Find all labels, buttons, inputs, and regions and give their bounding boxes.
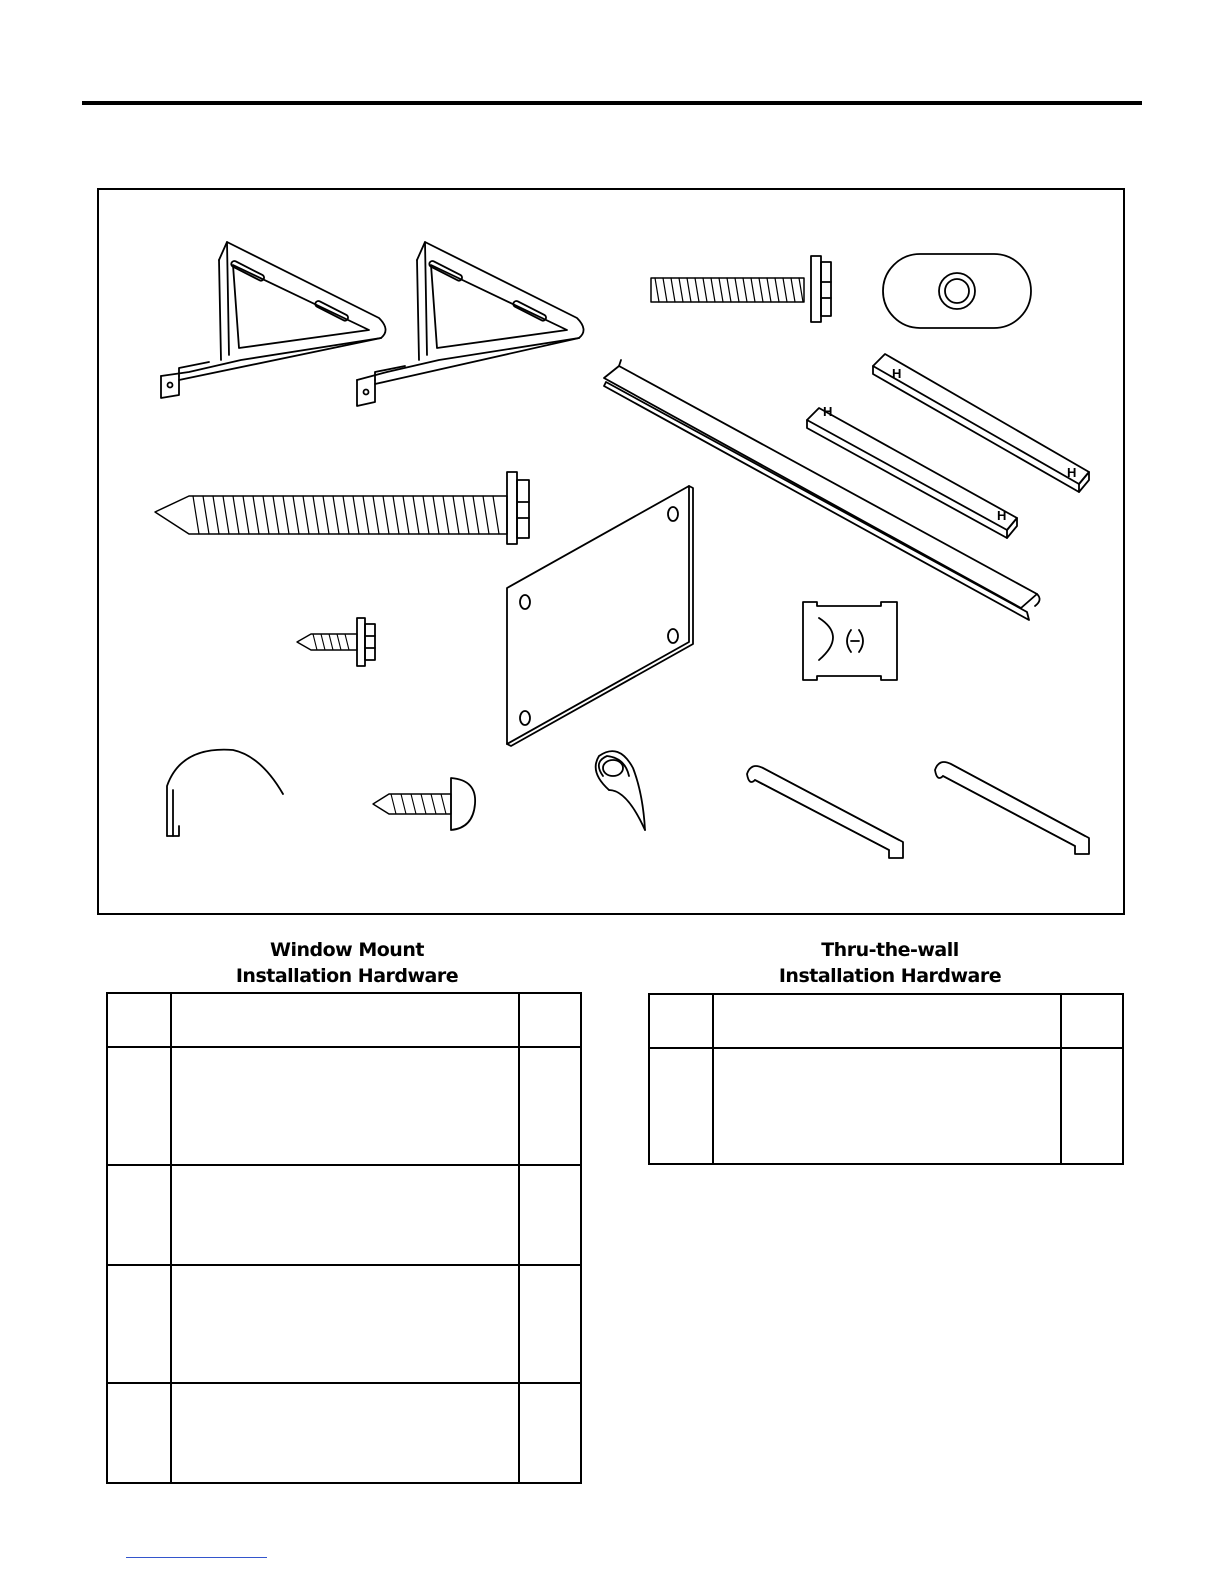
table-cell: [1061, 1048, 1123, 1164]
table-cell: [519, 1383, 581, 1483]
table-cell: [519, 1265, 581, 1383]
mounting-plate-icon: [507, 486, 693, 746]
table-cell: [713, 994, 1061, 1048]
u-clip-right-icon: [935, 762, 1089, 854]
table-header-row: [107, 993, 581, 1047]
footer-link-underline[interactable]: [126, 1557, 267, 1558]
short-channel-lower-icon: [807, 404, 1017, 538]
support-bracket-left-icon: [161, 242, 386, 398]
table-cell: [171, 1165, 519, 1265]
table-cell: [1061, 994, 1123, 1048]
top-rule: [82, 101, 1142, 105]
table-header-row: [649, 994, 1123, 1048]
channel-mark: H: [892, 366, 902, 381]
hardware-illustration: [97, 188, 1125, 915]
window-mount-title-line2: Installation Hardware: [235, 965, 459, 987]
hex-bolt-icon: [651, 256, 831, 322]
table-cell: [649, 1048, 713, 1164]
table-cell: [713, 1048, 1061, 1164]
table-row: [107, 1165, 581, 1265]
table-row: [107, 1383, 581, 1483]
table-row: [107, 1047, 581, 1165]
window-mount-title-line1: Window Mount: [270, 939, 424, 961]
channel-mark: H: [823, 404, 833, 419]
support-bracket-right-icon: [357, 242, 584, 406]
foam-strip-roll-icon: [596, 751, 645, 830]
lag-screw-icon: [155, 472, 529, 544]
table-cell: [107, 1383, 171, 1483]
table-cell: [171, 1265, 519, 1383]
channel-mark: H: [997, 508, 1007, 523]
thru-the-wall-title-line2: Installation Hardware: [778, 965, 1002, 987]
table-cell: [171, 1383, 519, 1483]
u-clip-left-icon: [747, 766, 903, 858]
table-cell: [107, 1047, 171, 1165]
long-angle-rail-icon: [604, 360, 1040, 620]
thru-the-wall-caption: [740, 937, 1040, 989]
table-cell: [519, 1165, 581, 1265]
oval-washer-icon: [883, 254, 1031, 328]
window-seal-block-icon: [803, 602, 897, 680]
thru-the-wall-title-line1: Thru-the-wall: [821, 939, 959, 961]
table-cell: [107, 1265, 171, 1383]
channel-mark: H: [1067, 465, 1077, 480]
table-cell: [171, 1047, 519, 1165]
truss-head-screw-icon: [373, 778, 475, 830]
short-channel-upper-icon: [873, 354, 1089, 492]
table-cell: [519, 993, 581, 1047]
window-mount-caption: [197, 937, 497, 989]
sash-lock-hook-icon: [167, 750, 283, 836]
table-row: [107, 1265, 581, 1383]
thru-the-wall-hardware-table: [648, 993, 1124, 1165]
table-cell: [519, 1047, 581, 1165]
table-cell: [649, 994, 713, 1048]
table-row: [649, 1048, 1123, 1164]
window-mount-hardware-table: [106, 992, 582, 1484]
table-cell: [171, 993, 519, 1047]
table-cell: [107, 1165, 171, 1265]
table-cell: [107, 993, 171, 1047]
small-screw-icon: [297, 618, 375, 666]
